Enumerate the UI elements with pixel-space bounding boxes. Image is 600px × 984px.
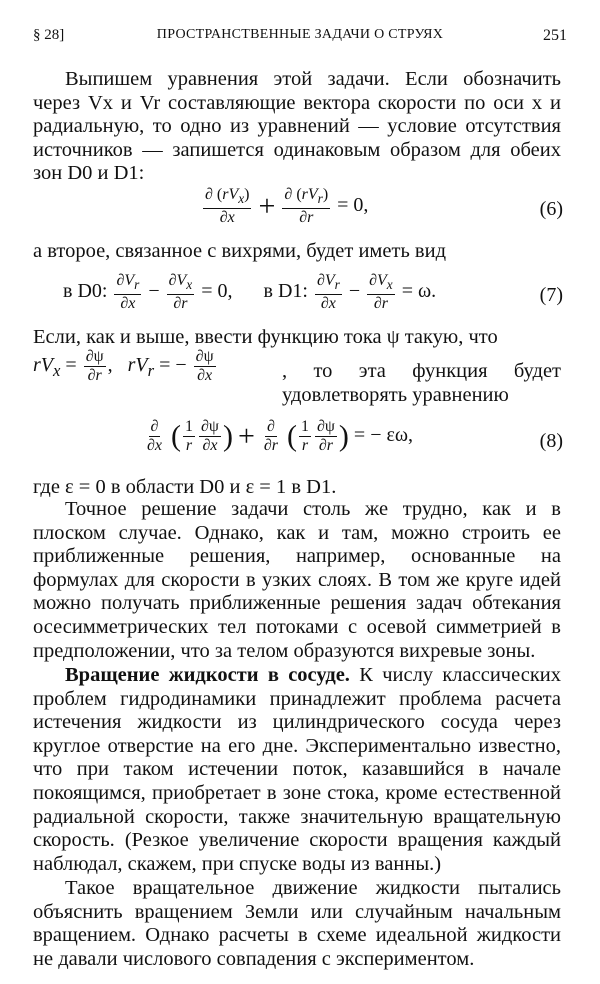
paragraph-5: Точное решение задачи столь же трудно, как и в плоском случае. Однако, как и там, можно строить ее приближенные решения, например, основанные на формулах для скорости в узких слоях. В том же круге идей можно получать приближенные решения задач обтекания осесимметрических тел потоками с осевой симметрией в предположении, что за телом образуются вихревые зоны. [33,498,561,662]
paragraph-3-tail: , то эта функция будет удовлетворять уравнению [282,360,561,406]
running-title: ПРОСТРАНСТВЕННЫЕ ЗАДАЧИ О СТРУЯХ [156,27,444,42]
section-number: § 28] [33,27,65,43]
stream-function-definition: $rV_x$ = $\frac{\partial\psi}{\partial r}$ , $rV_r$ = − $\frac{\partial\psi}{\partial x}$ [33,348,214,384]
equation-8: $\frac{\partial}{\partial x}$ ( $\frac{1}{r}$ $\frac{\partial\psi}{\partial x}$ ) + $\frac{\partial}{\partial r}$ ( $\frac{1}{r}$ $\frac{\partial\psi}{\partial r}$ ) = − εω, (8) [147,418,563,454]
equation-7-label-d0: в D0: [63,280,108,303]
equation-8-number: (8) [539,430,563,452]
equation-6-number: (6) [539,198,563,220]
page-header [33,27,567,47]
page-number: 251 [543,27,567,44]
equation-7: в D0: $\frac{\partial V_r}{\partial x}$ − $\frac{\partial V_x}{\partial r}$ = 0, в D1: $\frac{\partial V_r}{\partial x}$ − $\frac{\partial V_x}{\partial r}$ = ω. (7) [63,272,563,313]
equation-6: $\frac{\partial (rV_x)}{\partial x}$ + $\frac{\partial (rV_r)}{\partial r}$ = 0, (6) [205,186,563,227]
paragraph-3-start: Если, как и выше, ввести функцию тока ψ такую, что [33,326,498,348]
paragraph-1: Выпишем уравнения этой задачи. Если обозначить через Vx и Vr составляющие вектора скорости по оси x и радиальную, то одно из уравнений — условие отсутствия источников — запишется одинаковым образом для обеих зон D0 и D1: [33,68,561,185]
equation-7-number: (7) [539,284,563,306]
paragraph-7: Такое вращательное движение жидкости пытались объяснить вращением Земли или случайным начальным вращением. Однако расчеты в схеме идеальной жидкости не давали числового совпадения с экспериментом. [33,877,561,970]
paragraph-2: а второе, связанное с вихрями, будет иметь вид [33,240,447,262]
paragraph-6 [33,664,561,876]
paragraph-6-body: К числу классических проблем гидродинамики принадлежит проблема расчета истечения жидкости из цилиндрического сосуда через круглое отверстие на его дне. Экспериментально известно, что при таком истечении поток, казавшийся в начале покоящимся, приобретает в зоне стока, кроме естественной радиальной скорости, также значительную вращательную скорость. (Резкое увеличение скорости вращения каждый наблюдал, скажем, при спуске воды из ванны.) [33,664,561,875]
paragraph-4: где ε = 0 в области D0 и ε = 1 в D1. [33,476,337,498]
paragraph-6-heading: Вращение жидкости в сосуде. [65,664,350,686]
equation-7-label-d1: в D1: [263,280,308,303]
